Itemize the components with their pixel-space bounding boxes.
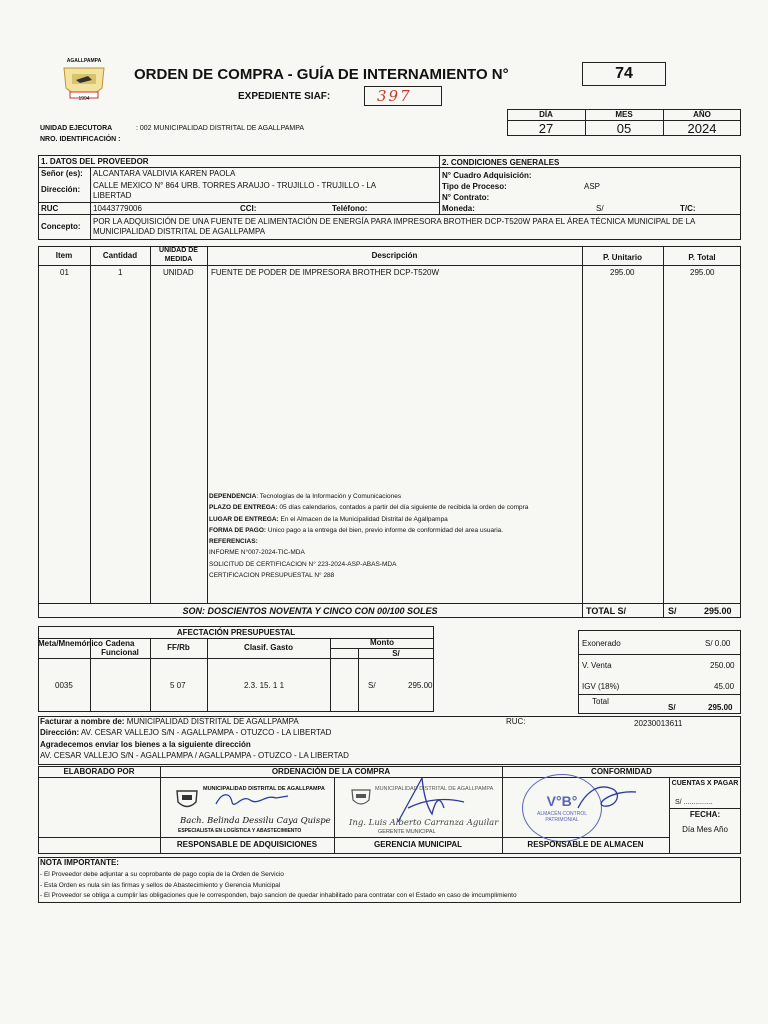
cuentas-cur: S/ ............... <box>675 799 713 806</box>
concepto-value: POR LA ADQUISICIÓN DE UNA FUENTE DE ALIMENTACIÓN DE ENERGÍA PARA IMPRESORA BROTHER DCP-T520W PARA EL ÁREA TÉCNICA MUNICIPAL DE LA MUNICIPALIDAD DISTRITAL DE AGALLPAMPA <box>93 217 695 236</box>
resp-adquisiciones: RESPONSABLE DE ADQUISICIONES <box>176 840 318 849</box>
budget-clasif: 2.3. 15. 1 1 <box>244 681 285 690</box>
direccion-value: CALLE MEXICO N° 864 URB. TORRES ARAUJO - TRUJILLO - TRUJILLO - LA LIBERTAD <box>93 181 376 200</box>
municipal-crest-2-icon <box>349 787 373 809</box>
conditions-title: 2. CONDICIONES GENERALES <box>442 158 560 167</box>
stamp1-name: Bach. Belinda Dessilu Caya Quispe <box>180 816 331 826</box>
row-item: 01 <box>60 268 69 277</box>
note-forma-pago: FORMA DE PAGO: Unico pago a la entrega del bien, previo informe de conformidad del area usuaria. <box>209 526 504 534</box>
fecha-format: Día Mes Año <box>682 825 728 834</box>
provider-title: 1. DATOS DEL PROVEEDOR <box>41 157 149 166</box>
nro-label: NRO. IDENTIFICACIÓN : <box>40 136 121 143</box>
contrato-label: N° Contrato: <box>442 193 490 202</box>
cuentas-label: CUENTAS X PAGAR <box>671 780 739 787</box>
logo-text: AGALLPAMPA <box>66 58 102 64</box>
reference-1: INFORME N°007-2024-TIC-MDA <box>209 549 305 557</box>
reference-2: SOLICITUD DE CERTIFICACION N° 223-2024-ASP-ABAS-MDA <box>209 560 397 568</box>
summary-total-cur: S/ <box>668 703 676 712</box>
bh-cadena: Cadena Funcional <box>101 639 139 657</box>
budget-ffrb: 5 07 <box>170 681 186 690</box>
ruc-billing-value: 20230013611 <box>634 719 683 728</box>
stamp2-title: MUNICIPALIDAD DISTRITAL DE AGALLPAMPA <box>375 786 494 792</box>
ruc-billing-label: RUC: <box>506 717 526 726</box>
budget-meta: 0035 <box>55 681 73 690</box>
reference-3: CERTIFICACION PRESUPUESTAL N° 288 <box>209 572 335 580</box>
budget-monto: 295.00 <box>408 681 433 690</box>
logo-year: 1994 <box>78 96 90 102</box>
fecha-label: FECHA: <box>689 810 721 819</box>
senor-value: ALCANTARA VALDIVIA KAREN PAOLA <box>93 169 236 178</box>
row-unidad: UNIDAD <box>163 268 194 277</box>
budget-cur: S/ <box>368 681 376 690</box>
senor-label: Señor (es): <box>41 169 83 178</box>
igv-value: 45.00 <box>714 682 735 691</box>
stamp1-role: ESPECIALISTA EN LOGÍSTICA Y ABASTECIMIENTO <box>178 828 302 834</box>
son-text: SON: DOSCIENTOS NOVENTA Y CINCO CON 00/100 SOLES <box>182 606 438 616</box>
th-unitario: P. Unitario <box>603 253 642 262</box>
municipal-logo <box>58 58 110 106</box>
agradecemos-text: Agradecemos enviar los bienes a la siguiente dirección <box>40 740 251 749</box>
gerencia-municipal: GERENCIA MUNICIPAL <box>374 840 462 849</box>
note-dependencia: DEPENDENCIA: Tecnologías de la Información y Comunicaciones <box>209 493 402 500</box>
bh-monto: Monto <box>370 638 394 647</box>
cuadro-label: N° Cuadro Adquisición: <box>442 171 532 180</box>
total-value: 295.00 <box>704 606 732 616</box>
total-label: TOTAL S/ <box>586 606 627 616</box>
note-lugar: LUGAR DE ENTREGA: En el Almacen de la Municipalidad Distrital de Agallpampa <box>209 515 448 523</box>
stamp1-signature <box>212 788 292 817</box>
year-value: 2024 <box>687 121 717 136</box>
proceso-value: ASP <box>584 182 601 191</box>
exonerado-value: S/ 0.00 <box>705 639 731 648</box>
moneda-label: Moneda: <box>442 204 475 213</box>
venta-value: 250.00 <box>710 661 735 670</box>
summary-total-label: Total <box>592 697 609 706</box>
proceso-label: Tipo de Proceso: <box>442 182 507 191</box>
order-number: 74 <box>615 65 633 82</box>
note-1: - El Proveedor debe adjuntar a su coprobante de pago copia de la Orden de Servicio <box>40 871 284 878</box>
total-currency: S/ <box>668 606 677 616</box>
stamp2-role: GERENTE MUNICIPAL <box>378 829 436 835</box>
exonerado-label: Exonerado <box>582 639 621 648</box>
siaf-label: EXPEDIENTE SIAF: <box>238 91 331 102</box>
month-label: MES <box>615 110 633 119</box>
conformidad-signature <box>576 778 640 821</box>
conformidad-label: CONFORMIDAD <box>591 767 652 776</box>
telefono-label: Teléfono: <box>332 204 368 213</box>
day-value: 27 <box>538 121 554 136</box>
ruc-value: 10443779006 <box>93 204 142 213</box>
unidad-label: UNIDAD EJECUTORA <box>40 125 113 132</box>
budget-title: AFECTACIÓN PRESUPUESTAL <box>176 628 296 637</box>
page-title: ORDEN DE COMPRA - GUÍA DE INTERNAMIENTO N° <box>134 66 509 83</box>
siaf-box <box>364 86 442 106</box>
igv-label: IGV (18%) <box>582 682 620 691</box>
municipal-crest-icon <box>174 787 200 811</box>
notes-title: NOTA IMPORTANTE: <box>40 858 119 867</box>
month-value: 05 <box>616 121 632 136</box>
venta-label: V. Venta <box>582 661 612 670</box>
vobo-text: V°B° <box>546 793 578 809</box>
almacen-stamp-text: ALMACÉN CONTROL PATRIMONIAL <box>537 811 588 823</box>
note-plazo: PLAZO DE ENTREGA: 05 días calendarios, contados a partir del día siguiente de recibida la orden de compra <box>209 504 529 512</box>
item-notes <box>209 491 581 581</box>
elaborado-label: ELABORADO POR <box>63 767 135 776</box>
ordenacion-label: ORDENACIÓN DE LA COMPRA <box>271 767 391 776</box>
th-item: Item <box>55 251 73 260</box>
day-label: DÍA <box>539 110 553 119</box>
unidad-value: : 002 MUNICIPALIDAD DISTRITAL DE AGALLPAMPA <box>136 125 305 132</box>
row-total: 295.00 <box>690 268 715 277</box>
row-unitario: 295.00 <box>610 268 635 277</box>
billing-direccion: Dirección: AV. CESAR VALLEJO S/N - AGALLPAMPA - OTUZCO - LA LIBERTAD <box>40 728 332 737</box>
bh-meta: Meta/Mnemónico <box>38 639 103 648</box>
th-cantidad: Cantidad <box>102 251 138 260</box>
year-label: AÑO <box>693 110 711 119</box>
ruc-label: RUC <box>41 204 59 213</box>
tc-label: T/C: <box>680 204 696 213</box>
bh-ffrb: FF/Rb <box>167 643 190 652</box>
resp-almacen: RESPONSABLE DE ALMACEN <box>527 840 644 849</box>
stamp2-name: Ing. Luis Alberto Carranza Aguilar <box>349 818 499 828</box>
th-total: P. Total <box>688 253 716 262</box>
summary-total-value: 295.00 <box>708 703 733 712</box>
th-descripcion: Descripción <box>371 251 418 260</box>
concepto-label: Concepto: <box>41 222 81 231</box>
envio-value: AV. CESAR VALLEJO S/N - AGALLPAMPA / AGALLPAMPA - OTUZCO - LA LIBERTAD <box>40 751 349 760</box>
th-unidad: UNIDAD DE MEDIDA <box>159 247 198 263</box>
bh-clasif: Clasif. Gasto <box>244 643 293 652</box>
facturar-line: Facturar a nombre de: MUNICIPALIDAD DISTRITAL DE AGALLPAMPA <box>40 717 299 726</box>
row-descripcion: FUENTE DE PODER DE IMPRESORA BROTHER DCP-T520W <box>211 268 440 277</box>
note-2: - Esta Orden es nula sin las firmas y sellos de Abastecimiento y Gerencia Municipal <box>40 882 281 889</box>
note-referencias: REFERENCIAS: <box>209 538 258 546</box>
cci-label: CCI: <box>240 204 257 213</box>
direccion-label: Dirección: <box>41 185 81 194</box>
order-number-box <box>582 62 666 86</box>
siaf-value: 397 <box>377 87 412 105</box>
note-3: - El Proveedor se obliga a cumplir las obligaciones que le corresponden, bajo sancion de quedar inhabilitado para contratar con el Estado en caso de imcumplimiento <box>40 892 517 899</box>
bh-monto-cur: S/ <box>392 649 400 658</box>
moneda-value: S/ <box>596 204 604 213</box>
row-cantidad: 1 <box>118 268 123 277</box>
stamp1-title: MUNICIPALIDAD DISTRITAL DE AGALLPAMPA <box>203 786 325 792</box>
